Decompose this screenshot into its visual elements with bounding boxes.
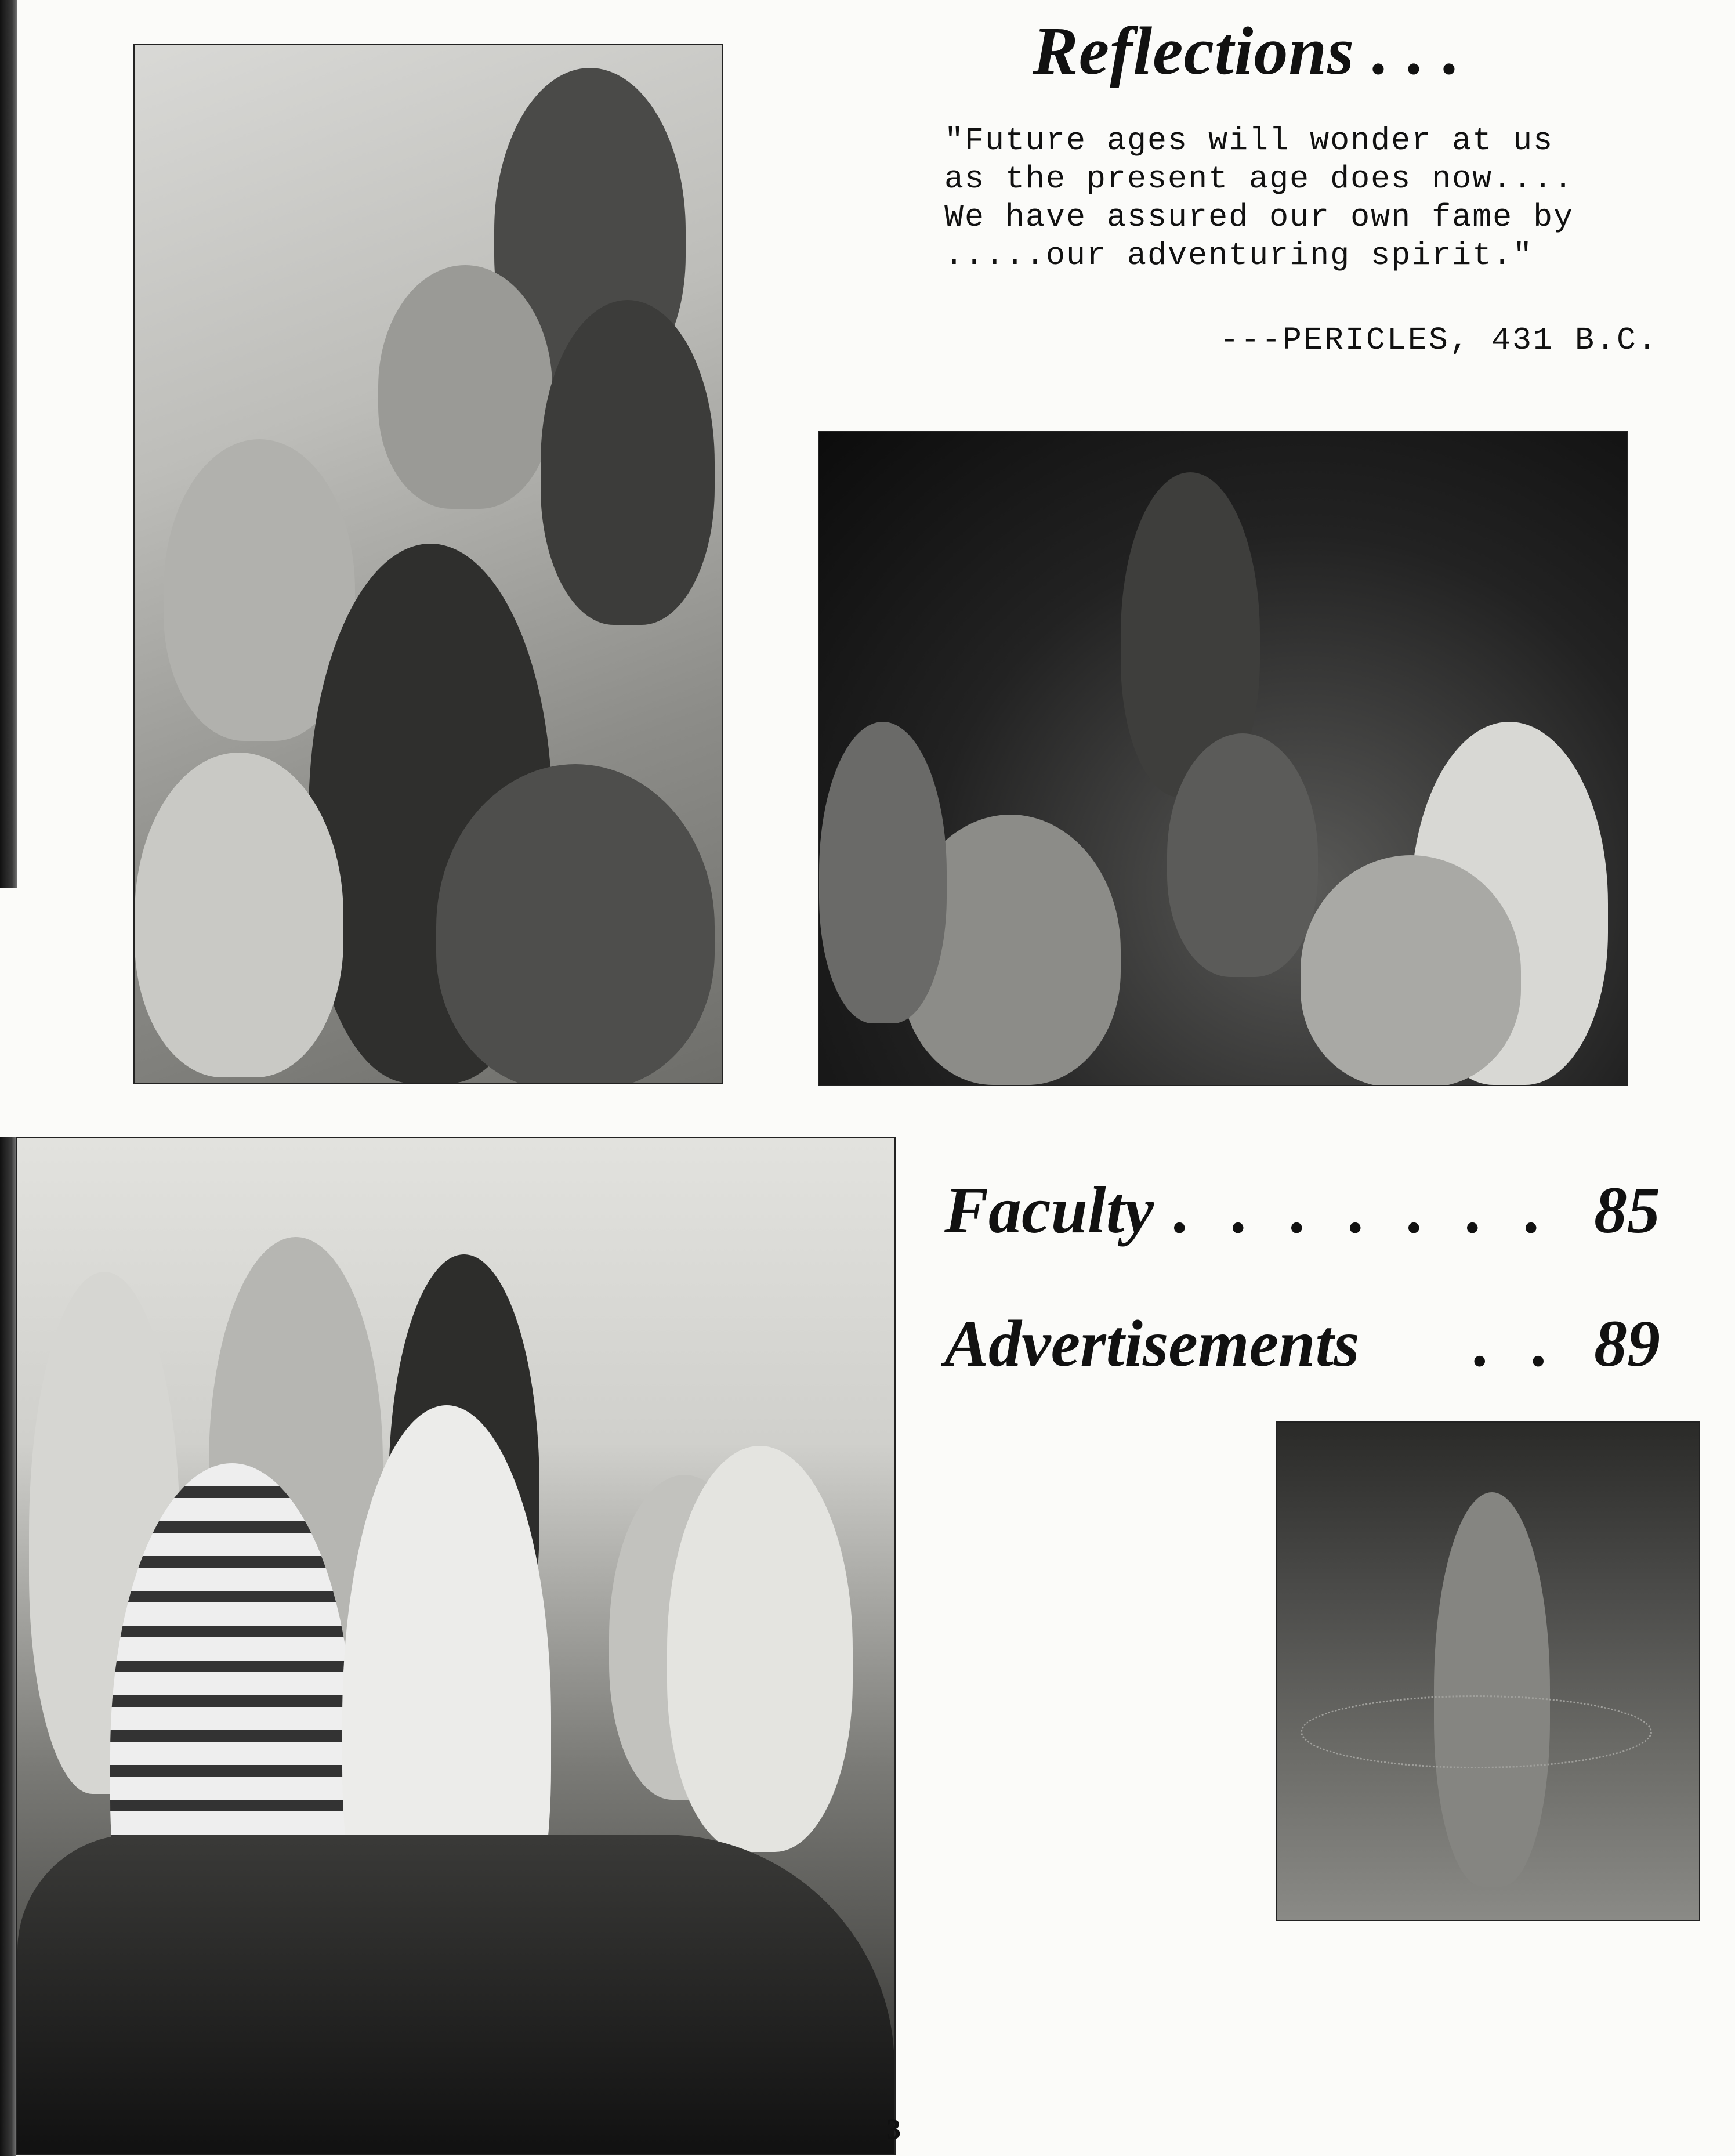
toc-leader: . .	[1471, 1307, 1559, 1380]
quote-attribution: ---PERICLES, 431 B.C.	[1219, 322, 1658, 359]
toc-leader: . . . . . . .	[1171, 1173, 1552, 1247]
toc-label: Advertisements	[944, 1307, 1360, 1380]
car-body	[17, 1835, 894, 2154]
toc-page: 85	[1594, 1173, 1660, 1247]
figure-girl-glasses	[378, 265, 552, 509]
quote-line: We have assured our own fame by	[944, 199, 1574, 236]
figure-crowd-left	[819, 722, 947, 1023]
figure-man-suit	[1434, 1492, 1550, 1887]
quote-block	[944, 122, 1698, 275]
figure-girl-glasses-2	[1167, 733, 1318, 977]
page-number: 3	[886, 2112, 901, 2145]
quote-line: "Future ages will wonder at us	[944, 122, 1554, 159]
toc-entry-advertisements	[944, 1305, 1660, 1382]
toc-entry-faculty	[944, 1172, 1660, 1249]
figure-girl-right	[667, 1446, 853, 1852]
photo-gym-crowd	[818, 431, 1628, 1086]
photo-students-car	[16, 1137, 896, 2155]
toc-label: Faculty	[944, 1173, 1154, 1247]
facing-page-edge-bottom	[0, 1137, 16, 2156]
figure-blur-left	[135, 753, 343, 1077]
figure-girl-front	[436, 764, 715, 1084]
photo-group-portrait	[133, 44, 723, 1084]
quote-line: .....our adventuring spirit."	[944, 237, 1534, 274]
page-title: Reflections . . .	[1033, 13, 1461, 89]
quote-line: as the present age does now....	[944, 161, 1574, 197]
figure-boy-front	[1301, 855, 1521, 1086]
figure-boy-right	[541, 300, 715, 625]
toc-page: 89	[1594, 1307, 1660, 1380]
court-line	[1301, 1695, 1652, 1768]
facing-page-edge-top	[0, 0, 17, 888]
photo-man-gym-floor	[1276, 1421, 1700, 1921]
